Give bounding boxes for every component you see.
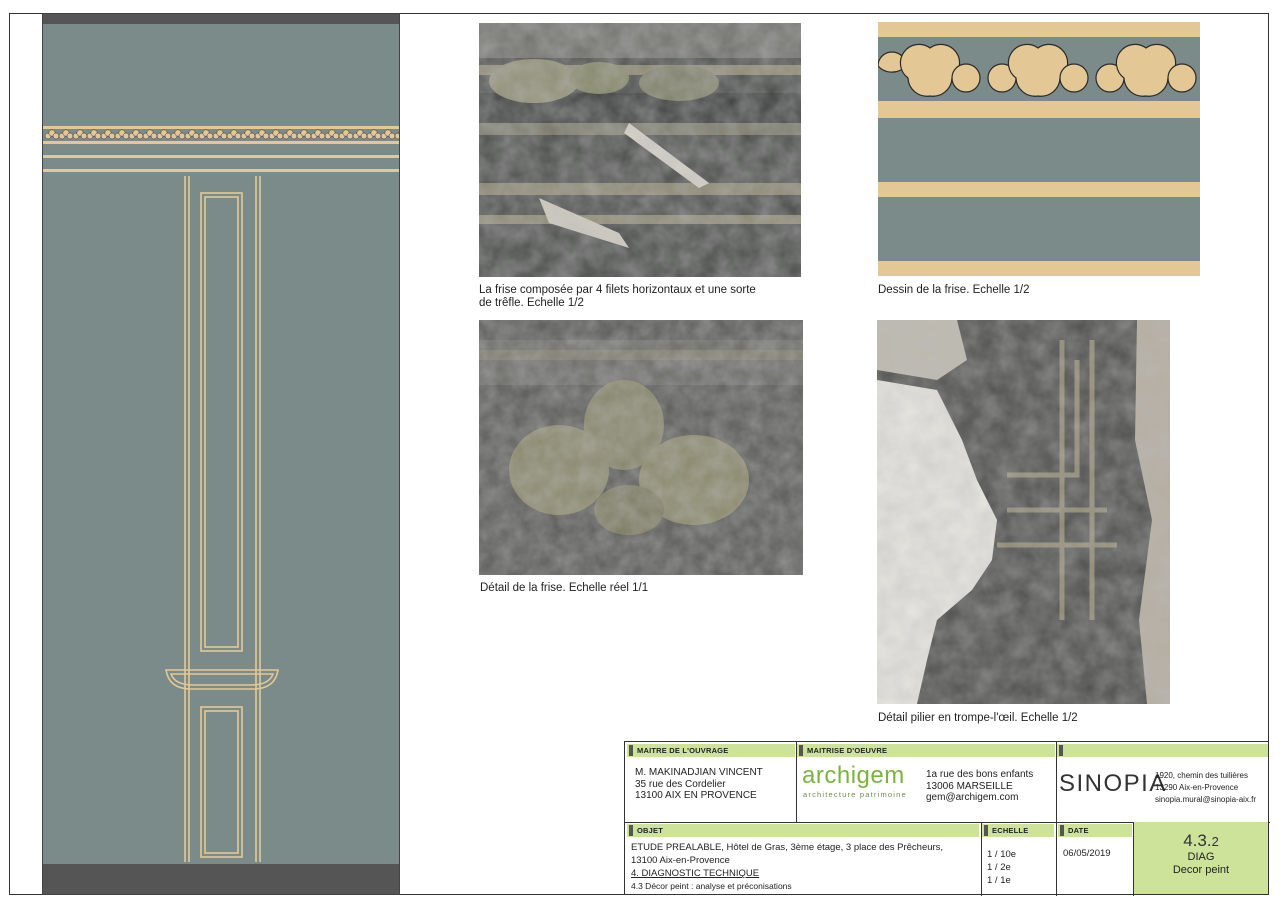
trefoil-lobe	[291, 133, 297, 139]
trefoil-lobe	[263, 133, 269, 139]
bottom-band	[43, 864, 400, 895]
trefoil-lobe	[333, 133, 339, 139]
trefoil-lobe	[109, 133, 115, 139]
sheet-name: Decor peint	[1172, 864, 1230, 876]
wall-elevation-drawing	[42, 13, 400, 895]
sinopia-logo: SINOPIA	[1059, 770, 1167, 797]
trefoil-lobe	[395, 133, 400, 139]
title-block	[624, 741, 1269, 895]
frieze-drawing	[878, 22, 1200, 276]
trefoil-lobe	[221, 133, 227, 139]
trefoil-lobe	[53, 133, 59, 139]
trefoil-motifs	[878, 44, 1196, 96]
elevation-svg	[43, 14, 400, 895]
label-maitrise-oeuvre: MAITRISE D'OEUVRE	[797, 744, 1055, 757]
photo-pilaster-detail	[877, 320, 1170, 704]
trefoil-lobe	[305, 133, 311, 139]
label-date: DATE	[1058, 824, 1132, 837]
objet-line-3: 4. DIAGNOSTIC TECHNIQUE	[631, 868, 760, 879]
label-objet: OBJET	[627, 824, 979, 837]
label-echelle: ECHELLE	[982, 824, 1054, 837]
trefoil-lobe	[151, 133, 157, 139]
trefoil-lobe	[95, 133, 101, 139]
sheet-type: DIAG	[1187, 851, 1215, 863]
photo-frieze-overview	[479, 23, 801, 277]
echelles-list: 1 / 10e 1 / 2e 1 / 1e	[987, 849, 1017, 886]
archigem-address: 1a rue des bons enfants 13006 MARSEILLE gem@archigem.com	[926, 769, 1034, 803]
trefoil-lobe	[347, 133, 353, 139]
objet-line-2: 13100 Aix-en-Provence	[631, 855, 730, 866]
objet-line-4: 4.3 Décor peint : analyse et préconisations	[631, 881, 792, 891]
caption-frieze-detail: Détail de la frise. Echelle réel 1/1	[480, 582, 649, 594]
trefoil-lobe	[249, 133, 255, 139]
label-maitre-ouvrage: MAITRE DE L'OUVRAGE	[627, 744, 795, 757]
trefoil-lobe	[137, 133, 143, 139]
frieze-fillet	[43, 126, 400, 129]
caption-frieze-drawing: Dessin de la frise. Echelle 1/2	[878, 284, 1030, 296]
caption-pilaster-detail: Détail pilier en trompe-l'œil. Echelle 1/2	[878, 712, 1078, 724]
trefoil-lobe	[81, 133, 87, 139]
trefoil-lobe	[361, 133, 367, 139]
archigem-logo: archigem	[802, 762, 905, 789]
objet-line-1: ETUDE PREALABLE, Hôtel de Gras, 3ème étage, 3 place des Prêcheurs,	[631, 842, 944, 853]
maitre-ouvrage-address: M. MAKINADJIAN VINCENT 35 rue des Cordelier 13100 AIX EN PROVENCE	[635, 767, 763, 801]
trefoil-lobe	[277, 133, 283, 139]
header-spacer	[1057, 744, 1268, 757]
photo-frieze-detail	[479, 320, 803, 575]
archigem-tagline: architecture patrimoine	[803, 790, 907, 799]
trefoil-lobe	[165, 133, 171, 139]
top-band	[43, 14, 400, 24]
sheet-subnumber: 2	[1211, 834, 1219, 849]
trefoil-lobe	[123, 133, 129, 139]
date-value: 06/05/2019	[1063, 848, 1111, 859]
caption-frieze-overview: La frise composée par 4 filets horizontaux et une sorte de trêfle. Echelle 1/2	[479, 284, 756, 309]
sheet-number-box	[1134, 822, 1268, 894]
trefoil-lobe	[375, 133, 381, 139]
trefoil-lobe	[179, 133, 185, 139]
trefoil-lobe	[67, 133, 73, 139]
trefoil-lobe	[389, 133, 395, 139]
trefoil-lobe	[207, 133, 213, 139]
sheet-number: 4.3.	[1183, 831, 1212, 850]
trefoil-lobe	[193, 133, 199, 139]
trefoil-lobe	[235, 133, 241, 139]
trefoil-lobe	[319, 133, 325, 139]
sinopia-address: 1920, chemin des tuilières 13290 Aix-en-Provence sinopia.mural@sinopia-aix.fr	[1155, 771, 1257, 804]
